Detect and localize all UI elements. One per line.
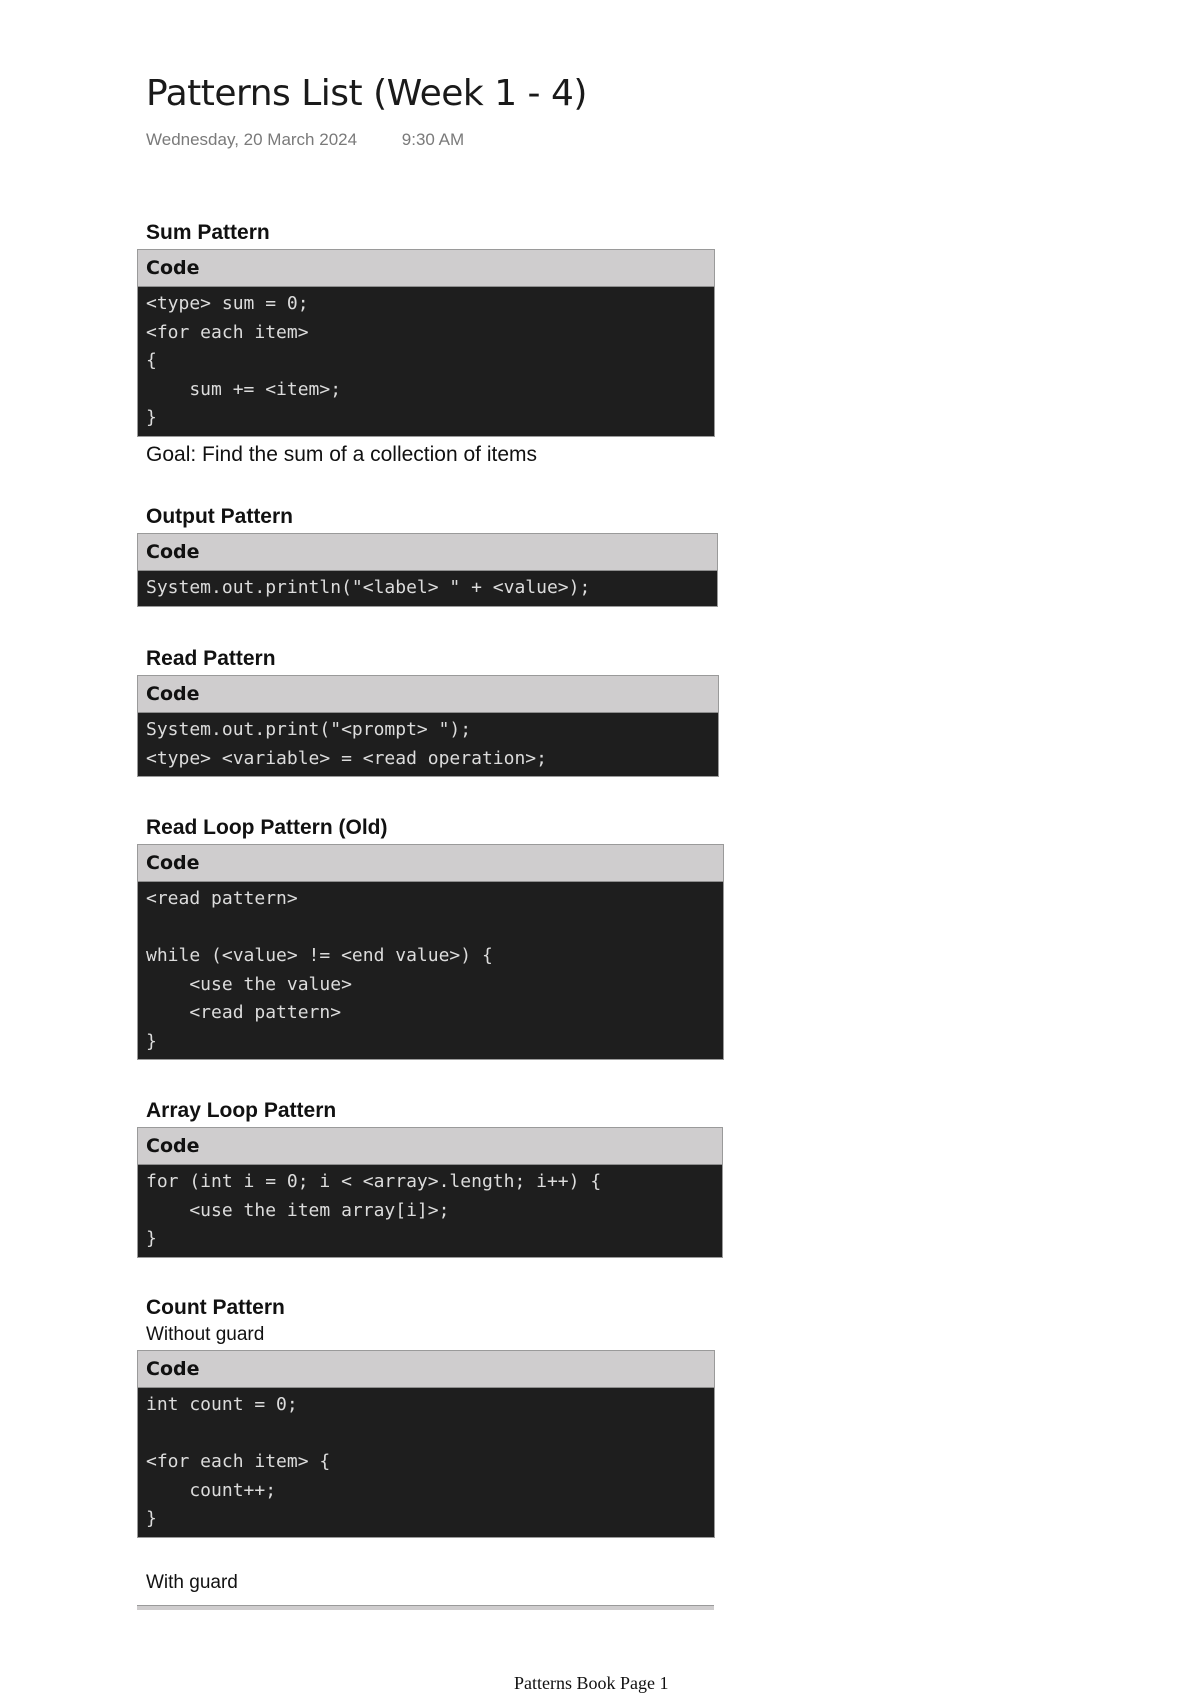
code-line: System.out.println("<label> " + <value>);: [146, 577, 591, 598]
page-date: Wednesday, 20 March 2024: [146, 130, 358, 149]
code-body[interactable]: [138, 1388, 714, 1537]
section-read-pattern: [146, 647, 726, 777]
page-title: Patterns List (Week 1 - 4): [146, 73, 587, 114]
section-count-pattern: [146, 1296, 722, 1598]
code-body[interactable]: [138, 287, 714, 436]
code-block[interactable]: [137, 1127, 723, 1258]
section-title: Sum Pattern: [146, 221, 270, 244]
code-body[interactable]: [138, 882, 723, 1059]
code-line: }: [146, 1030, 157, 1052]
code-line: {: [146, 350, 157, 371]
section-output-pattern: [146, 505, 726, 607]
code-line: <type> sum = 0;: [146, 293, 309, 314]
code-line: sum += <item>;: [146, 378, 342, 400]
code-body[interactable]: [138, 713, 718, 776]
section-title: Read Loop Pattern (Old): [146, 816, 388, 839]
code-line: for (int i = 0; i < <array>.length; i++) {: [146, 1171, 602, 1192]
section-sum-pattern: [146, 221, 716, 467]
code-line: <read pattern>: [146, 888, 298, 909]
with-guard-label: With guard: [146, 1571, 238, 1593]
code-block[interactable]: [137, 1350, 715, 1538]
code-block-header: Code: [138, 1351, 714, 1388]
code-line: <for each item> {: [146, 1451, 331, 1472]
code-line: [146, 914, 715, 943]
code-line: <use the value>: [146, 973, 352, 995]
code-line: <use the item array[i]>;: [146, 1199, 450, 1221]
section-array-loop-pattern: [146, 1099, 730, 1258]
code-block[interactable]: [137, 533, 718, 607]
section-title: Array Loop Pattern: [146, 1099, 337, 1122]
code-block-header: Code: [138, 676, 718, 713]
code-line: <type> <variable> = <read operation>;: [146, 747, 547, 769]
code-block[interactable]: [137, 249, 715, 437]
code-line: count++;: [146, 1479, 277, 1501]
code-line: }: [146, 407, 157, 428]
code-block-header: Code: [138, 250, 714, 287]
code-body[interactable]: [138, 1165, 722, 1257]
section-read-loop-pattern: [146, 816, 731, 1060]
code-block[interactable]: [137, 844, 724, 1060]
code-block-cut-edge: [137, 1605, 714, 1610]
code-line: int count = 0;: [146, 1394, 298, 1415]
section-title: Output Pattern: [146, 505, 293, 528]
code-line: [146, 1420, 706, 1449]
goal-text: Goal: Find the sum of a collection of items: [146, 442, 538, 466]
code-line: }: [146, 1228, 157, 1249]
code-line: <read pattern>: [146, 1002, 342, 1023]
code-line: <for each item>: [146, 321, 309, 343]
code-block-header: Code: [138, 1128, 722, 1165]
code-block[interactable]: [137, 675, 719, 777]
page-meta: [146, 130, 464, 150]
code-body[interactable]: [138, 571, 717, 606]
code-block-header: Code: [138, 845, 723, 882]
code-line: }: [146, 1508, 157, 1529]
code-line: System.out.print("<prompt> ");: [146, 719, 472, 740]
page-footer: Patterns Book Page 1: [514, 1673, 669, 1693]
code-line: while (<value> != <end value>) {: [146, 945, 493, 966]
section-title: Read Pattern: [146, 647, 276, 670]
page-time: 9:30 AM: [401, 130, 465, 149]
code-block-header: Code: [138, 534, 717, 571]
section-subtitle: Without guard: [146, 1324, 265, 1345]
section-title: Count Pattern: [146, 1296, 285, 1319]
